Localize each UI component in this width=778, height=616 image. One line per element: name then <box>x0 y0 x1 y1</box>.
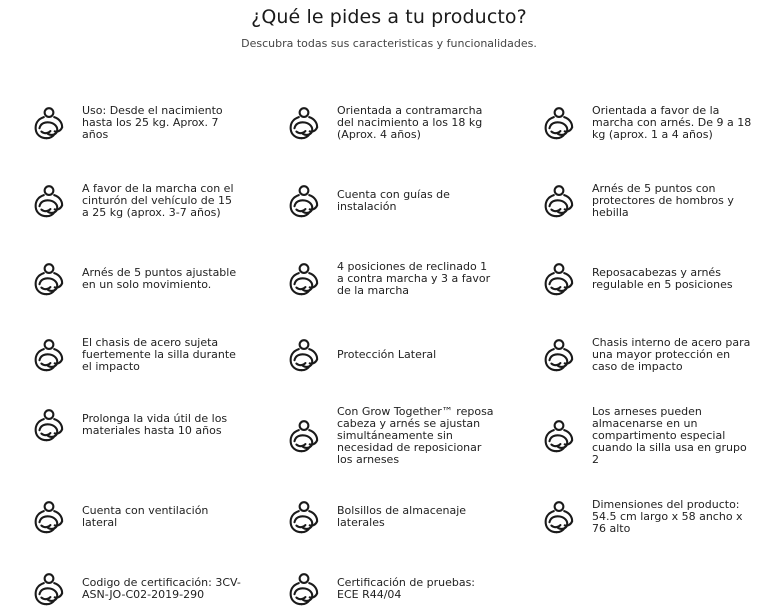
baby-hug-icon <box>540 498 578 536</box>
feature-text: Los arneses pueden almacenarse en un compartimento especial cuando la silla usa en grupo 2 <box>592 405 747 466</box>
baby-hug-icon <box>540 182 578 220</box>
page-title: ¿Qué le pides a tu producto? <box>251 6 527 28</box>
feature-text: Protección Lateral <box>337 348 437 361</box>
baby-hug-icon <box>30 498 68 536</box>
feature-text: A favor de la marcha con el cinturón del vehículo de 15 a 25 kg (aprox. 3-7 años) <box>82 182 234 219</box>
baby-hug-icon <box>30 260 68 298</box>
baby-hug-icon <box>30 182 68 220</box>
feature-item <box>285 182 525 220</box>
feature-item <box>30 104 270 142</box>
baby-hug-icon <box>285 417 323 455</box>
feature-item <box>30 570 270 608</box>
feature-text: Con Grow Together™ reposa cabeza y arnés se ajustan simultáneamente sin necesidad de reposicionar los arneses <box>337 405 494 466</box>
feature-text: Cuenta con guías de instalación <box>337 188 450 213</box>
page-subtitle: Descubra todas sus caracteristicas y funcionalidades. <box>241 37 537 50</box>
feature-text: Prolonga la vida útil de los materiales hasta 10 años <box>82 412 228 437</box>
feature-item <box>30 498 270 536</box>
baby-hug-icon <box>540 260 578 298</box>
feature-item <box>30 260 270 298</box>
feature-item <box>30 406 270 444</box>
feature-text: El chasis de acero sujeta fuertemente la silla durante el impacto <box>82 336 236 373</box>
feature-item <box>30 182 270 220</box>
feature-item <box>285 570 525 608</box>
feature-item <box>540 498 778 536</box>
feature-text: Arnés de 5 puntos con protectores de hombros y hebilla <box>592 182 734 219</box>
feature-text: Uso: Desde el nacimiento hasta los 25 kg. Aprox. 7 años <box>82 104 223 141</box>
baby-hug-icon <box>30 570 68 608</box>
baby-hug-icon <box>285 260 323 298</box>
feature-item <box>540 406 778 466</box>
feature-item <box>285 406 525 466</box>
feature-item <box>540 336 778 374</box>
feature-item <box>540 104 778 142</box>
feature-item <box>540 182 778 220</box>
baby-hug-icon <box>540 417 578 455</box>
baby-hug-icon <box>285 336 323 374</box>
feature-text: Bolsillos de almacenaje laterales <box>337 504 467 529</box>
feature-item <box>285 104 525 142</box>
baby-hug-icon <box>285 498 323 536</box>
feature-item <box>285 260 525 298</box>
baby-hug-icon <box>285 104 323 142</box>
feature-item <box>285 498 525 536</box>
feature-item <box>30 336 270 374</box>
feature-text: Cuenta con ventilación lateral <box>82 504 209 529</box>
baby-hug-icon <box>30 104 68 142</box>
feature-text: Orientada a favor de la marcha con arnés. De 9 a 18 kg (aprox. 1 a 4 años) <box>592 104 752 141</box>
baby-hug-icon <box>285 570 323 608</box>
feature-text: Arnés de 5 puntos ajustable en un solo movimiento. <box>82 266 237 291</box>
feature-text: Certificación de pruebas: ECE R44/04 <box>337 576 476 601</box>
baby-hug-icon <box>30 336 68 374</box>
baby-hug-icon <box>540 336 578 374</box>
feature-item <box>540 260 778 298</box>
baby-hug-icon <box>30 406 68 444</box>
feature-item <box>285 336 525 374</box>
feature-text: Codigo de certificación: 3CV-ASN-JO-C02-2019-290 <box>82 576 241 601</box>
feature-text: Chasis interno de acero para una mayor protección en caso de impacto <box>592 336 751 373</box>
baby-hug-icon <box>540 104 578 142</box>
feature-text: Dimensiones del producto: 54.5 cm largo x 58 ancho x 76 alto <box>592 498 743 535</box>
feature-text: Orientada a contramarcha del nacimiento a los 18 kg (Aprox. 4 años) <box>337 104 483 141</box>
feature-text: Reposacabezas y arnés regulable en 5 posiciones <box>592 266 733 291</box>
feature-text: 4 posiciones de reclinado 1 a contra marcha y 3 a favor de la marcha <box>337 260 491 297</box>
baby-hug-icon <box>285 182 323 220</box>
